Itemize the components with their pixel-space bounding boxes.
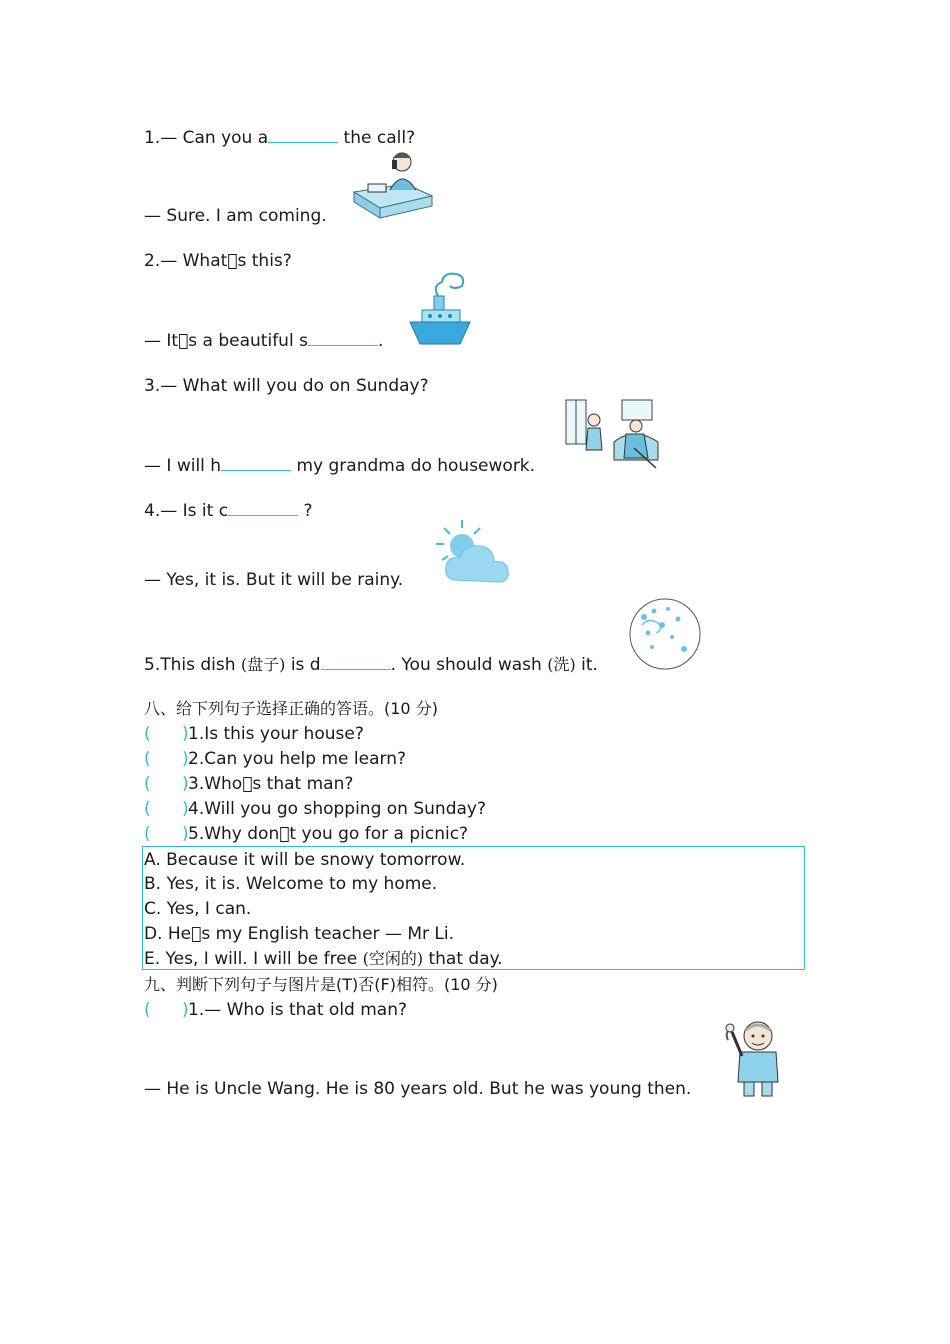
sun-cloud-illustration xyxy=(434,518,520,590)
option-b: B. Yes, it is. Welcome to my home. xyxy=(144,874,438,894)
q8-question-2: ( )2.Can you help me learn? xyxy=(144,749,406,769)
answer-blank[interactable] xyxy=(221,454,291,471)
dirty-dish-illustration xyxy=(628,597,702,671)
option-c: C. Yes, I can. xyxy=(144,899,252,919)
q2-question: 2.— What s this? xyxy=(144,251,292,271)
q1-answer: — Sure. I am coming. xyxy=(144,206,327,226)
housework-illustration xyxy=(564,398,664,472)
answer-blank[interactable] xyxy=(308,329,378,346)
answer-parens[interactable]: ( ) xyxy=(144,824,189,844)
option-a: A. Because it will be snowy tomorrow. xyxy=(144,850,466,870)
answer-blank[interactable] xyxy=(268,126,338,143)
q8-question-3: ( )3.Who s that man? xyxy=(144,774,354,794)
q9-question-1: ( )1.— Who is that old man? xyxy=(144,1000,408,1020)
q4-answer: — Yes, it is. But it will be rainy. xyxy=(144,570,404,590)
q3-question: 3.— What will you do on Sunday? xyxy=(144,376,429,396)
answer-parens[interactable]: ( ) xyxy=(144,774,189,794)
answer-parens[interactable]: ( ) xyxy=(144,749,189,769)
q1-question: 1.— Can you a the call? xyxy=(144,128,416,148)
answer-parens[interactable]: ( ) xyxy=(144,1000,189,1020)
q8-question-5: ( )5.Why don t you go for a picnic? xyxy=(144,824,469,844)
section-8-heading: 八、给下列句子选择正确的答语。(10 分) xyxy=(144,699,438,718)
answer-parens[interactable]: ( ) xyxy=(144,799,189,819)
option-e: E. Yes, I will. I will be free (空闲的) that day. xyxy=(144,949,503,969)
ship-illustration xyxy=(408,270,472,348)
option-d: D. He s my English teacher — Mr Li. xyxy=(144,924,454,944)
q2-answer: — It s a beautiful s . xyxy=(144,331,384,351)
q9-answer-1: — He is Uncle Wang. He is 80 years old. But he was young then. xyxy=(144,1079,692,1099)
q3-answer: — I will h my grandma do housework. xyxy=(144,456,536,476)
old-man-illustration xyxy=(722,1018,784,1098)
section-9-heading: 九、判断下列句子与图片是(T)否(F)相符。(10 分) xyxy=(144,975,498,994)
answer-blank[interactable] xyxy=(228,499,298,516)
answer-blank[interactable] xyxy=(321,653,391,670)
answer-parens[interactable]: ( ) xyxy=(144,724,189,744)
phone-call-illustration xyxy=(350,148,436,224)
q8-question-4: ( )4.Will you go shopping on Sunday? xyxy=(144,799,486,819)
q5-sentence: 5.This dish (盘子) is d . You should wash (洗) it. xyxy=(144,655,598,675)
q4-question: 4.— Is it c ? xyxy=(144,501,313,521)
q8-question-1: ( )1.Is this your house? xyxy=(144,724,364,744)
